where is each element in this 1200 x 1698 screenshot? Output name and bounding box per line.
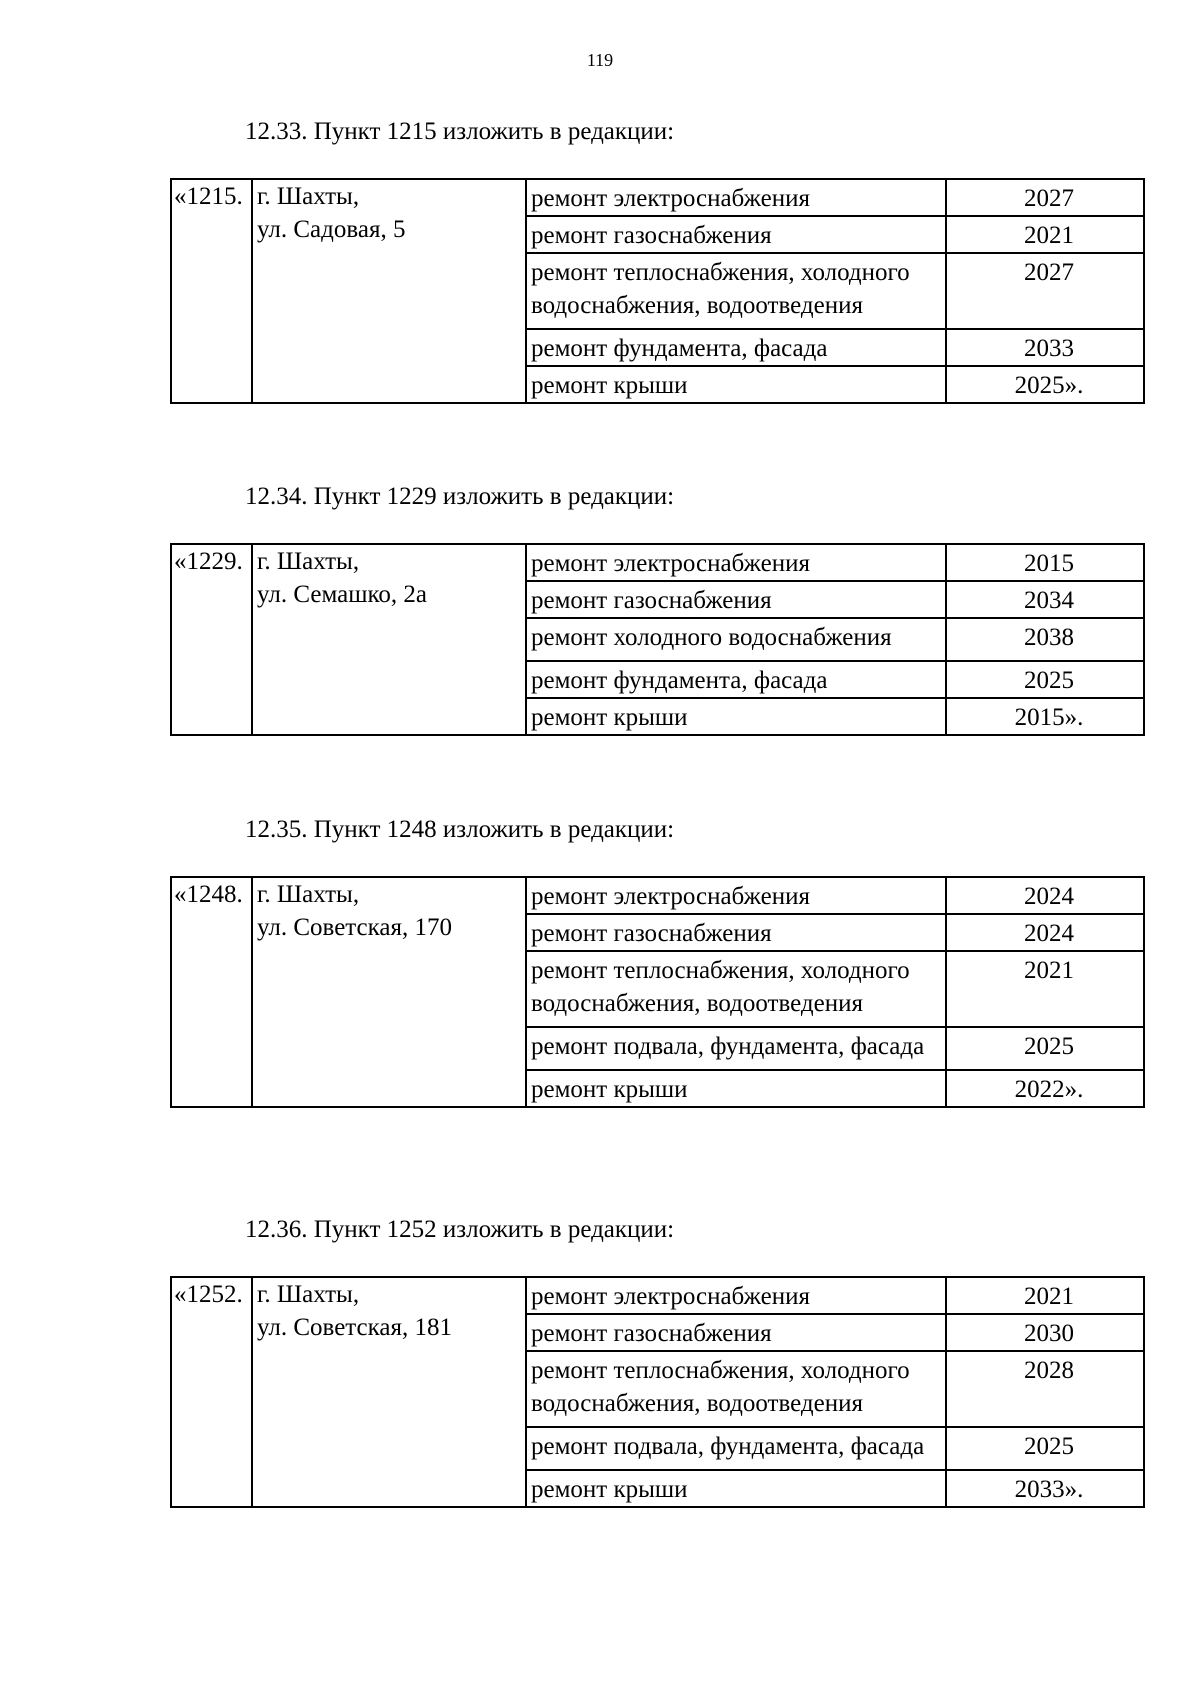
year-cell [946,914,1144,951]
table-row [171,877,1144,914]
repair-table [170,876,1145,1108]
year-value: 2025 [1024,1433,1074,1460]
year-value: 2015». [1014,704,1084,731]
address-street: ул. Семашко, 2а [257,581,427,608]
repair-table [170,1276,1145,1508]
work-type-cell: ремонт теплоснабжения, холодного водоснабжения, водоотведения [526,253,946,329]
year-value: 2034 [1024,587,1074,614]
year-value: 2033». [1014,1476,1084,1503]
address-street: ул. Советская, 181 [257,1314,452,1341]
work-type-cell: ремонт теплоснабжения, холодного водоснабжения, водоотведения [526,951,946,1027]
work-type-cell: ремонт подвала, фундамента, фасада [526,1427,946,1470]
year-value: 2021 [1024,1283,1074,1310]
year-value: 2027 [1024,185,1074,212]
year-value: 2028 [1024,1357,1074,1384]
year-cell [946,581,1144,618]
year-value: 2022». [1014,1076,1084,1103]
year-cell [946,951,1144,1027]
section-heading: 12.36. Пункт 1252 изложить в редакции: [245,1216,675,1243]
year-value: 2024 [1024,920,1074,947]
repair-table [170,543,1145,736]
work-type-cell: ремонт фундамента, фасада [526,329,946,366]
year-cell [946,877,1144,914]
year-value: 2038 [1024,624,1074,651]
section-heading: 12.35. Пункт 1248 изложить в редакции: [245,816,675,843]
year-value: 2021 [1024,222,1074,249]
work-type-cell: ремонт подвала, фундамента, фасада [526,1027,946,1070]
year-cell [946,216,1144,253]
address-city: г. Шахты, [257,881,360,908]
work-type-cell: ремонт газоснабжения [526,216,946,253]
work-type-cell: ремонт электроснабжения [526,877,946,914]
year-cell [946,698,1144,735]
year-cell [946,179,1144,216]
address-city: г. Шахты, [257,183,360,210]
year-value: 2025 [1024,667,1074,694]
year-cell [946,1027,1144,1070]
work-type-cell: ремонт газоснабжения [526,581,946,618]
work-type-cell: ремонт холодного водоснабжения [526,618,946,661]
item-number: «1215. [171,179,252,403]
address-city: г. Шахты, [257,1281,360,1308]
table-row [171,179,1144,216]
item-number: «1248. [171,877,252,1107]
work-type-cell: ремонт электроснабжения [526,179,946,216]
table-row [171,544,1144,581]
table-row [171,1277,1144,1314]
work-type-cell: ремонт крыши [526,366,946,403]
year-cell [946,1070,1144,1107]
work-type-cell: ремонт электроснабжения [526,544,946,581]
year-value: 2033 [1024,335,1074,362]
work-type-cell: ремонт электроснабжения [526,1277,946,1314]
year-cell [946,1277,1144,1314]
year-cell [946,366,1144,403]
work-type-cell: ремонт крыши [526,1070,946,1107]
item-number: «1252. [171,1277,252,1507]
year-cell [946,1470,1144,1507]
address-cell [252,544,526,735]
year-value: 2030 [1024,1320,1074,1347]
page-number: 119 [586,50,614,70]
year-cell [946,661,1144,698]
work-type-cell: ремонт теплоснабжения, холодного водоснабжения, водоотведения [526,1351,946,1427]
section-heading: 12.33. Пункт 1215 изложить в редакции: [245,118,675,145]
address-cell [252,179,526,403]
year-value: 2021 [1024,957,1074,984]
work-type-cell: ремонт крыши [526,698,946,735]
year-cell [946,1351,1144,1427]
year-cell [946,544,1144,581]
year-cell [946,1314,1144,1351]
year-value: 2025 [1024,1033,1074,1060]
repair-table [170,178,1145,404]
address-street: ул. Советская, 170 [257,914,452,941]
year-value: 2025». [1014,372,1084,399]
address-city: г. Шахты, [257,548,360,575]
year-cell [946,618,1144,661]
work-type-cell: ремонт фундамента, фасада [526,661,946,698]
item-number: «1229. [171,544,252,735]
section-heading: 12.34. Пункт 1229 изложить в редакции: [245,483,675,510]
year-cell [946,253,1144,329]
work-type-cell: ремонт газоснабжения [526,1314,946,1351]
year-cell [946,329,1144,366]
address-cell [252,877,526,1107]
year-value: 2024 [1024,883,1074,910]
address-cell [252,1277,526,1507]
address-street: ул. Садовая, 5 [257,216,406,243]
year-value: 2027 [1024,259,1074,286]
work-type-cell: ремонт крыши [526,1470,946,1507]
work-type-cell: ремонт газоснабжения [526,914,946,951]
year-cell [946,1427,1144,1470]
year-value: 2015 [1024,550,1074,577]
